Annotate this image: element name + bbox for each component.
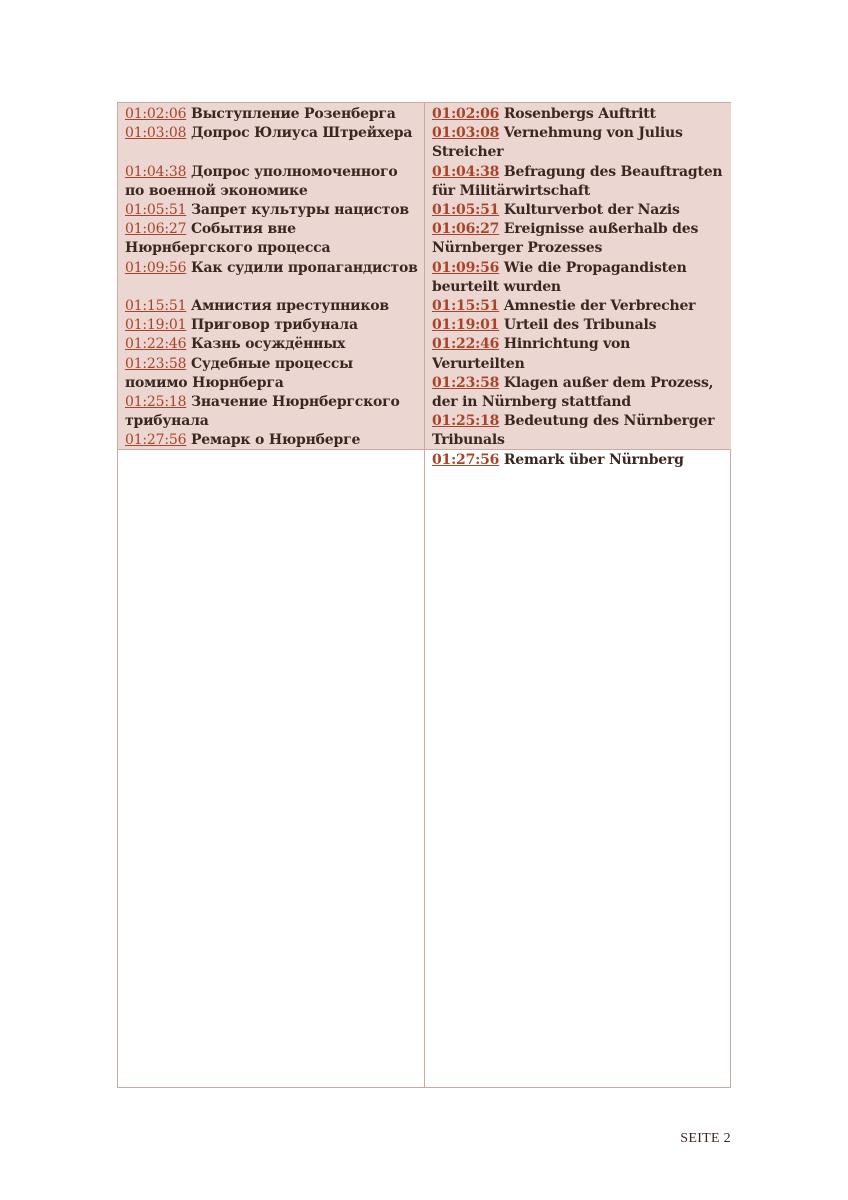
list-item <box>125 355 420 393</box>
chapter-title: Казнь осуждённых <box>190 336 346 353</box>
list-item <box>125 335 420 354</box>
russian-chapters-cell <box>118 103 425 450</box>
timestamp-link[interactable]: 01:19:01 <box>125 317 187 334</box>
list-item <box>432 201 727 220</box>
list-item <box>125 220 420 258</box>
timestamp-link[interactable]: 01:03:08 <box>125 125 187 142</box>
list-item <box>125 201 420 220</box>
timestamp-link[interactable]: 01:04:38 <box>125 163 187 180</box>
chapter-title: Rosenbergs Auftritt <box>503 106 656 122</box>
german-chapters-cell <box>425 103 731 468</box>
list-item <box>125 163 420 201</box>
timestamp-link[interactable]: 01:04:38 <box>432 163 500 180</box>
chapter-title: Амнистия преступников <box>190 298 389 314</box>
chapter-title: Remark über Nürnberg <box>503 451 684 468</box>
chapter-title: Ereignisse außerhalb des Nürnberger Prozesses <box>432 221 699 257</box>
empty-cell-right <box>425 450 731 1087</box>
list-item <box>432 412 727 450</box>
list-item <box>432 163 727 201</box>
timestamp-link[interactable]: 01:15:51 <box>432 298 500 315</box>
chapter-title: Hinrichtung von Verurteilten <box>432 336 631 372</box>
page-number: SEITE 2 <box>680 1131 731 1146</box>
chapter-title: Wie die Propagandisten beurteilt wurden <box>432 259 687 295</box>
timestamp-link[interactable]: 01:02:06 <box>432 106 500 122</box>
chapter-title: Klagen außer dem Prozess, der in Nürnberg stattfand <box>432 374 714 411</box>
empty-cell-left <box>118 450 425 1087</box>
timestamp-link[interactable]: 01:27:56 <box>432 451 500 468</box>
timestamp-link[interactable]: 01:23:58 <box>125 355 187 372</box>
chapter-title: Befragung des Beauftragten für Militärwirtschaft <box>432 163 723 199</box>
timestamp-link[interactable]: 01:09:56 <box>125 259 187 276</box>
timestamp-link[interactable]: 01:15:51 <box>125 298 187 314</box>
timestamp-link[interactable]: 01:22:46 <box>432 336 500 353</box>
list-item <box>125 297 420 316</box>
list-item <box>432 316 727 335</box>
timestamp-link[interactable]: 01:02:06 <box>125 106 187 122</box>
chapter-title: Допрос Юлиуса Штрейхера <box>190 125 413 142</box>
list-item <box>125 431 420 450</box>
timestamp-link[interactable]: 01:06:27 <box>125 221 187 238</box>
timestamp-link[interactable]: 01:05:51 <box>432 202 500 219</box>
chapter-title: Запрет культуры нацистов <box>190 202 409 218</box>
list-item <box>432 297 727 316</box>
timestamp-link[interactable]: 01:03:08 <box>432 125 500 142</box>
list-item <box>125 124 420 143</box>
chapter-title: Приговор трибунала <box>190 317 358 334</box>
chapter-title: Kulturverbot der Nazis <box>503 202 680 219</box>
list-item <box>432 105 727 124</box>
chapter-title: Urteil des Tribunals <box>503 317 657 334</box>
timestamp-link[interactable]: 01:06:27 <box>432 221 500 238</box>
chapter-title: Как судили пропагандистов <box>190 259 418 276</box>
list-item <box>125 105 420 124</box>
list-item <box>432 124 727 162</box>
timestamp-link[interactable]: 01:19:01 <box>432 317 500 334</box>
chapter-title: Выступление Розенберга <box>190 106 396 122</box>
list-item <box>125 316 420 335</box>
timestamp-link[interactable]: 01:27:56 <box>125 432 187 449</box>
list-item <box>432 335 727 373</box>
chapter-title: Значение Нюрнбергского трибунала <box>125 394 400 430</box>
chapter-title: Допрос уполномоченного по военной экономике <box>125 163 398 199</box>
list-item <box>432 220 727 258</box>
list-item <box>432 259 727 297</box>
timestamp-link[interactable]: 01:22:46 <box>125 336 187 353</box>
chapter-title: Vernehmung von Julius Streicher <box>432 125 683 161</box>
list-item <box>125 393 420 431</box>
chapter-title: Amnestie der Verbrecher <box>503 298 696 315</box>
timestamp-link[interactable]: 01:05:51 <box>125 202 187 218</box>
chapter-title: События вне Нюрнбергского процесса <box>125 221 331 257</box>
timestamp-link[interactable]: 01:25:18 <box>125 394 187 411</box>
chapter-title: Судебные процессы помимо Нюрнберга <box>125 355 354 391</box>
timestamp-link[interactable]: 01:09:56 <box>432 259 500 276</box>
chapter-title: Ремарк о Нюрнберге <box>190 432 361 449</box>
list-item <box>432 374 727 412</box>
timestamp-link[interactable]: 01:25:18 <box>432 413 500 430</box>
timestamp-table <box>117 102 731 1088</box>
list-item <box>125 259 420 278</box>
chapter-title: Bedeutung des Nürnberger Tribunals <box>432 413 715 449</box>
timestamp-link[interactable]: 01:23:58 <box>432 374 500 391</box>
